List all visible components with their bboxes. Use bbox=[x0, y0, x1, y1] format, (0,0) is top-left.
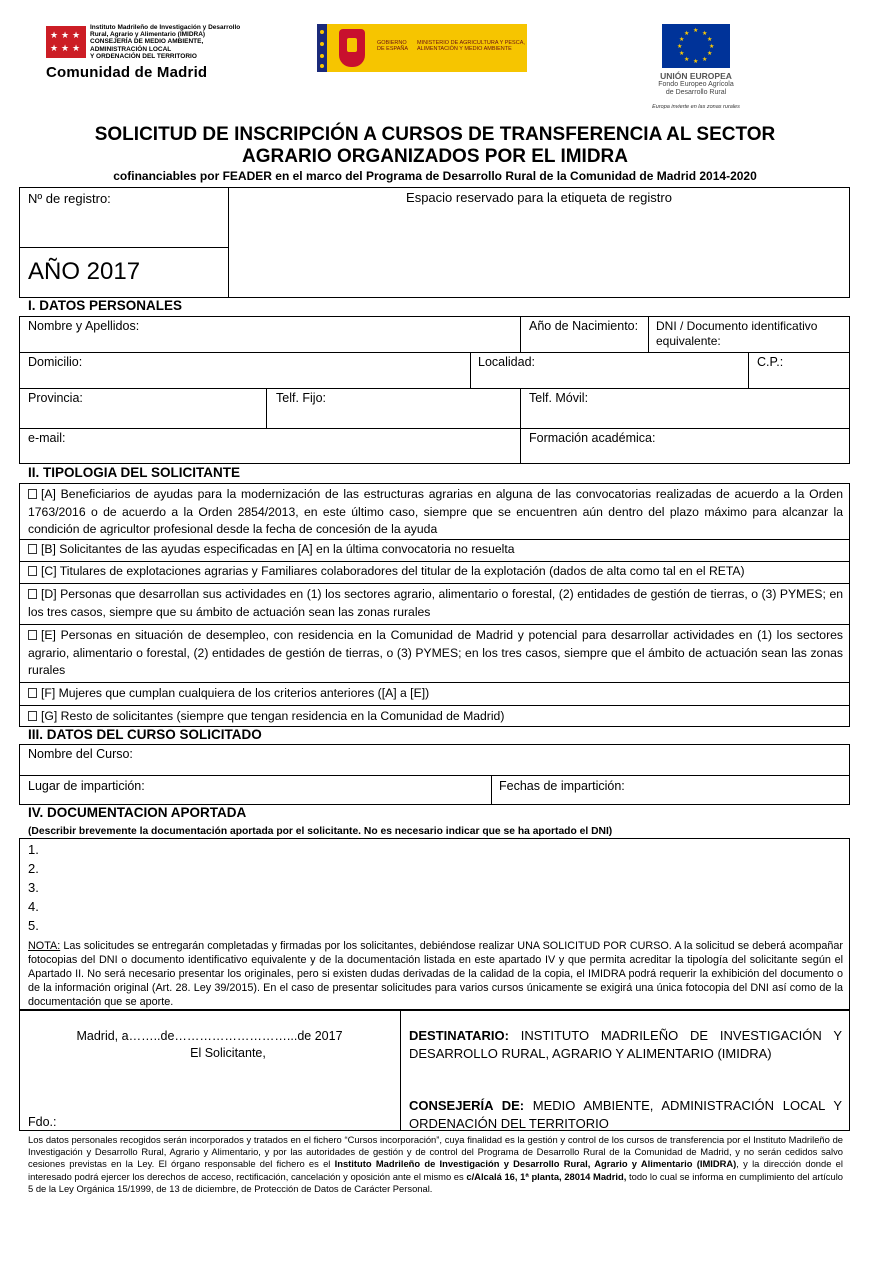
spain-gobierno-text: GOBIERNO DE ESPAÑA bbox=[377, 40, 409, 52]
tipologia-option-b[interactable]: [B] Solicitantes de las ayudas especificadas en [A] en la última convocatoria no resuelta bbox=[28, 541, 843, 559]
checkbox-d[interactable] bbox=[28, 589, 37, 599]
solicitante-label: El Solicitante, bbox=[190, 1046, 266, 1060]
fdo-field[interactable]: Fdo.: bbox=[28, 1115, 57, 1129]
spain-strip-icon bbox=[317, 24, 327, 72]
fechas-imparticion-field[interactable]: Fechas de impartición: bbox=[499, 779, 625, 793]
section2-title: II. TIPOLOGIA DEL SOLICITANTE bbox=[28, 465, 241, 480]
checkbox-a[interactable] bbox=[28, 489, 37, 499]
domicilio-field[interactable]: Domicilio: bbox=[28, 355, 83, 369]
cp-field[interactable]: C.P.: bbox=[757, 355, 784, 369]
gobierno-espana-logo bbox=[317, 24, 527, 72]
telf-movil-field[interactable]: Telf. Móvil: bbox=[529, 391, 589, 405]
email-field[interactable]: e-mail: bbox=[28, 431, 66, 445]
doc-item-4[interactable]: 4. bbox=[28, 899, 39, 914]
espacio-reservado-label: Espacio reservado para la etiqueta de registro bbox=[406, 190, 672, 205]
formacion-field[interactable]: Formación académica: bbox=[529, 431, 656, 445]
form-title-line2: AGRARIO ORGANIZADOS POR EL IMIDRA bbox=[242, 146, 628, 167]
nombre-field[interactable]: Nombre y Apellidos: bbox=[28, 319, 140, 333]
madrid-flag-icon: ★ ★ ★ ★ ★ ★ bbox=[46, 26, 86, 58]
section1-title: I. DATOS PERSONALES bbox=[28, 298, 183, 313]
tipologia-option-e[interactable]: [E] Personas en situación de desempleo, con residencia en la Comunidad de Madrid y potencial para desarrollar actividades en (1) los sectores agrario, alimentario o forestal, (2) entidades de gestión de tierras, o (3) PYMES; en los tres casos, siempre que el ámbito de actuación sean las zonas rurales bbox=[28, 628, 843, 677]
provincia-field[interactable]: Provincia: bbox=[28, 391, 83, 405]
tipologia-option-a[interactable]: [A] Beneficiarios de ayudas para la modernización de las estructuras agrarias en alguna de las convocatorias realizadas de acuerdo a la Orden 1763/2016 o de acuerdo a la Orden 2854/2013, en este último caso, siempre que se encuentren aún dentro del plazo máximo para alcanzar la condición de agricultor profesional desde la fecha de concesión de la ayuda bbox=[28, 487, 843, 536]
checkbox-g[interactable] bbox=[28, 711, 37, 721]
proteccion-datos-footer: Los datos personales recogidos serán incorporados y tratados en el fichero “Cursos incorporación”, cuya finalidad es la gestión y control de los cursos de transferencia por el Instituto Madrileño de Investigación y Desarrollo Rural, Agrario y Alimentario, y por las autoridades de gestión y de control del Programa de Desarrollo Rural de la Comunidad de Madrid, y no serán cedidos salvo cesiones previstas en la Ley. El órgano responsable del fichero es el Instituto Madrileño de Investigación y Desarrollo Rural, Agrario y Alimentario (IMIDRA), y la dirección donde el interesado podrá ejercer los derechos de acceso, rectificación, cancelación y oposición ante el mismo es c/Alcalá 16, 1ª planta, 28014 Madrid, todo lo cual se informa en cumplimiento del artículo 5 de la Ley Orgánica 15/1999, de 13 de diciembre, de Protección de Datos de Carácter Personal. bbox=[28, 1134, 844, 1194]
localidad-field[interactable]: Localidad: bbox=[478, 355, 535, 369]
doc-item-5[interactable]: 5. bbox=[28, 918, 39, 933]
doc-item-3[interactable]: 3. bbox=[28, 880, 39, 895]
numero-registro-label: Nº de registro: bbox=[28, 191, 111, 206]
dni-field[interactable]: DNI / Documento identificativo equivalente: bbox=[656, 319, 818, 348]
spain-shield-icon bbox=[339, 29, 365, 67]
doc-item-2[interactable]: 2. bbox=[28, 861, 39, 876]
form-subtitle: cofinanciables por FEADER en el marco del Programa de Desarrollo Rural de la Comunidad de Madrid 2014-2020 bbox=[113, 169, 757, 183]
doc-item-1[interactable]: 1. bbox=[28, 842, 39, 857]
ano-nacimiento-field[interactable]: Año de Nacimiento: bbox=[529, 319, 639, 333]
fecha-line[interactable]: Madrid, a……..de………………………...de 2017 bbox=[76, 1029, 343, 1043]
telf-fijo-field[interactable]: Telf. Fijo: bbox=[276, 391, 327, 405]
tipologia-option-g[interactable]: [G] Resto de solicitantes (siempre que tengan residencia en la Comunidad de Madrid) bbox=[28, 708, 843, 726]
checkbox-c[interactable] bbox=[28, 566, 37, 576]
destinatario-text: DESTINATARIO: INSTITUTO MADRILEÑO DE INVESTIGACIÓN Y DESARROLLO RURAL, AGRARIO Y ALIMENTARIO (IMIDRA) bbox=[409, 1028, 842, 1061]
ano-label: AÑO 2017 bbox=[28, 258, 141, 285]
madrid-institute-text: Instituto Madrileño de Investigación y Desarrollo Rural, Agrario y Alimentario (IMIDRA) CONSEJERÍA DE MEDIO AMBIENTE, ADMINISTRACIÓN LOCAL Y ORDENACIÓN DEL TERRITORIO bbox=[90, 24, 241, 60]
spain-ministerio-text: MINISTERIO DE AGRICULTURA Y PESCA, ALIMENTACIÓN Y MEDIO AMBIENTE bbox=[417, 40, 525, 52]
consejeria-text: CONSEJERÍA DE: MEDIO AMBIENTE, ADMINISTRACIÓN LOCAL Y ORDENACIÓN DEL TERRITORIO bbox=[409, 1098, 842, 1131]
eu-name: UNIÓN EUROPEA bbox=[660, 71, 732, 81]
nombre-curso-field[interactable]: Nombre del Curso: bbox=[28, 747, 133, 761]
eu-flag-icon: ★ ★ ★ ★ ★ ★ ★ ★ ★ ★ ★ ★ bbox=[662, 24, 730, 68]
eu-fund-text: Fondo Europeo Agrícola de Desarrollo Rural bbox=[658, 81, 734, 96]
checkbox-e[interactable] bbox=[28, 630, 37, 640]
lugar-imparticion-field[interactable]: Lugar de impartición: bbox=[28, 779, 145, 793]
section4-title: IV. DOCUMENTACION APORTADA bbox=[28, 805, 247, 820]
form-title-line1: SOLICITUD DE INSCRIPCIÓN A CURSOS DE TRANSFERENCIA AL SECTOR bbox=[94, 124, 776, 145]
section3-title: III. DATOS DEL CURSO SOLICITADO bbox=[28, 727, 262, 742]
madrid-name: Comunidad de Madrid bbox=[46, 64, 208, 81]
checkbox-b[interactable] bbox=[28, 544, 37, 554]
section4-instructions: (Describir brevemente la documentación aportada por el solicitante. No es necesario indicar que se ha aportado el DNI) bbox=[28, 826, 613, 837]
checkbox-f[interactable] bbox=[28, 688, 37, 698]
tipologia-option-f[interactable]: [F] Mujeres que cumplan cualquiera de los criterios anteriores ([A] a [E]) bbox=[28, 685, 843, 703]
eu-tagline: Europa invierte en las zonas rurales bbox=[652, 104, 740, 110]
nota-text: NOTA: Las solicitudes se entregarán completadas y firmadas por los solicitantes, debiéndose realizar UNA SOLICITUD POR CURSO. A la solicitud se deberá acompañar fotocopias del DNI o documento identificativo equivalente y de la documentación listada en este apartado IV y que permita acreditar la tipología del solicitante según el Apartado II. No será necesario presentar los originales, pero si existen dudas derivadas de la calidad de la copia, el IMIDRA podrá requerir la exhibición del documento o de la información original (Art. 28. Ley 39/2015). En el caso de presentar solicitudes para varios cursos únicamente se exigirá una única fotocopia del DNI así como de la documentación que se aporte. bbox=[28, 940, 843, 1008]
tipologia-option-d[interactable]: [D] Personas que desarrollan sus actividades en (1) los sectores agrario, alimentario o forestal, (2) entidades de gestión de tierras, o (3) PYMES; en los tres casos, siempre que su ámbito de actuación sean las zonas rurales bbox=[28, 587, 843, 619]
tipologia-option-c[interactable]: [C] Titulares de explotaciones agrarias y Familiares colaboradores del titular de la explotación (dados de alta como tal en el RETA) bbox=[28, 563, 843, 581]
